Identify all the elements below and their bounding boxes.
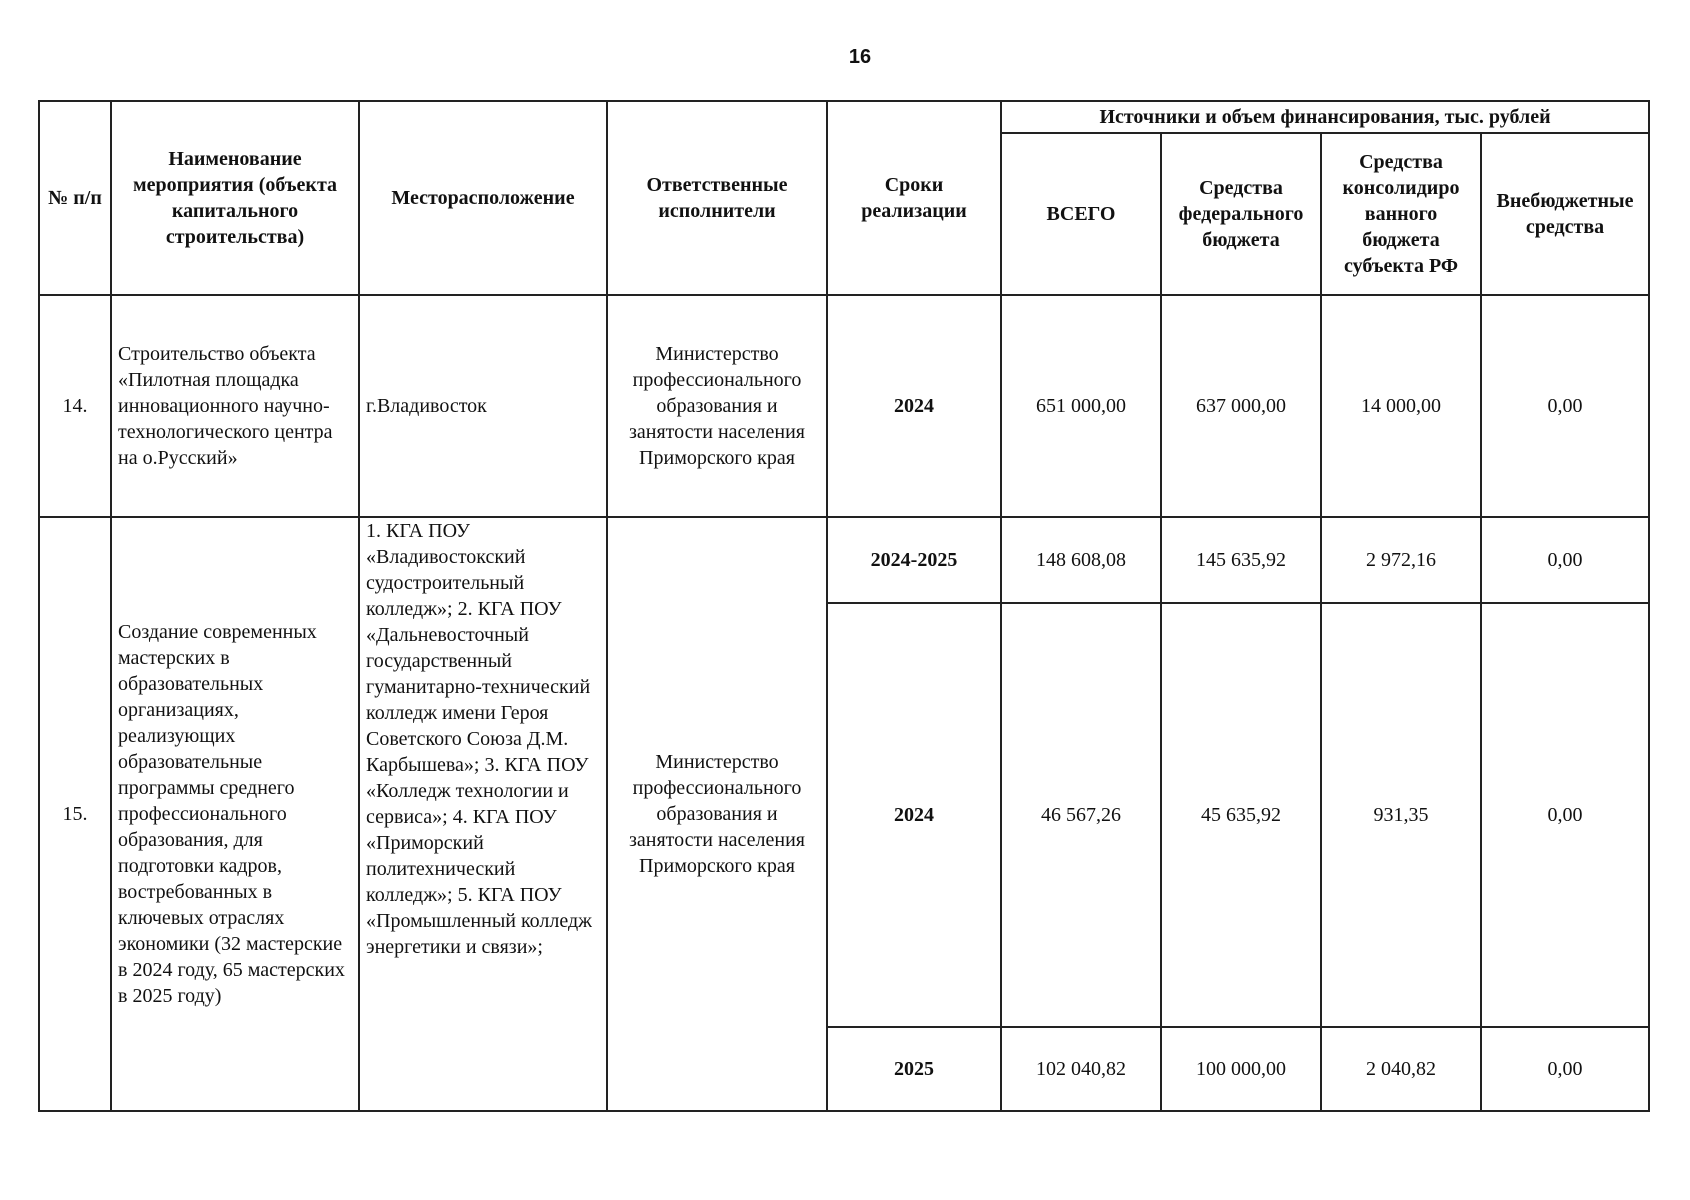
header-financing-group: Источники и объем финансирования, тыс. рублей bbox=[1001, 101, 1649, 133]
header-row-top bbox=[39, 101, 1649, 133]
row-federal: 145 635,92 bbox=[1161, 517, 1321, 603]
header-responsible: Ответственные исполнители bbox=[607, 101, 827, 295]
row-extra: 0,00 bbox=[1481, 295, 1649, 517]
row-num: 15. bbox=[39, 517, 111, 1111]
row-responsible: Министерство профессионального образования и занятости населения Приморского края bbox=[607, 295, 827, 517]
header-federal: Средства федерального бюджета bbox=[1161, 133, 1321, 295]
row-total: 148 608,08 bbox=[1001, 517, 1161, 603]
row-location: 1. КГА ПОУ «Владивостокский судостроительный колледж»; 2. КГА ПОУ «Дальневосточный государственный гуманитарно-технический колледж имени Героя Советского Союза Д.М. Карбышева»; 3. КГА ПОУ «Колледж технологии и сервиса»; 4. КГА ПОУ «Приморский политехнический колледж»; 5. КГА ПОУ «Промышленный колледж энергетики и связи»; bbox=[359, 517, 607, 1111]
header-num: № п/п bbox=[39, 101, 111, 295]
row-num: 14. bbox=[39, 295, 111, 517]
row-location: г.Владивосток bbox=[359, 295, 607, 517]
row-period: 2024 bbox=[827, 603, 1001, 1027]
row-federal: 100 000,00 bbox=[1161, 1027, 1321, 1111]
row-name: Строительство объекта «Пилотная площадка инновационного научно-технологического центра на о.Русский» bbox=[111, 295, 359, 517]
row-regional: 2 040,82 bbox=[1321, 1027, 1481, 1111]
row-regional: 2 972,16 bbox=[1321, 517, 1481, 603]
row-extra: 0,00 bbox=[1481, 603, 1649, 1027]
row-total: 651 000,00 bbox=[1001, 295, 1161, 517]
row-federal: 637 000,00 bbox=[1161, 295, 1321, 517]
row-regional: 14 000,00 bbox=[1321, 295, 1481, 517]
row-extra: 0,00 bbox=[1481, 517, 1649, 603]
header-period: Сроки реализации bbox=[827, 101, 1001, 295]
row-federal: 45 635,92 bbox=[1161, 603, 1321, 1027]
table-row bbox=[39, 295, 1649, 517]
row-extra: 0,00 bbox=[1481, 1027, 1649, 1111]
header-extra: Внебюджетные средства bbox=[1481, 133, 1649, 295]
row-total: 102 040,82 bbox=[1001, 1027, 1161, 1111]
table-row bbox=[39, 517, 1649, 603]
header-regional: Средства консолидиро ванного бюджета субъекта РФ bbox=[1321, 133, 1481, 295]
row-regional: 931,35 bbox=[1321, 603, 1481, 1027]
row-total: 46 567,26 bbox=[1001, 603, 1161, 1027]
financing-table bbox=[38, 100, 1650, 1112]
row-name: Создание современных мастерских в образовательных организациях, реализующих образовательные программы среднего профессионального образования, для подготовки кадров, востребованных в ключевых отраслях экономики (32 мастерские в 2024 году, 65 мастерских в 2025 году) bbox=[111, 517, 359, 1111]
row-period: 2024 bbox=[827, 295, 1001, 517]
row-period: 2025 bbox=[827, 1027, 1001, 1111]
page-number: 16 bbox=[848, 46, 872, 68]
header-name: Наименование мероприятия (объекта капитального строительства) bbox=[111, 101, 359, 295]
row-responsible: Министерство профессионального образования и занятости населения Приморского края bbox=[607, 517, 827, 1111]
header-location: Месторасположение bbox=[359, 101, 607, 295]
header-total: ВСЕГО bbox=[1001, 133, 1161, 295]
row-period: 2024-2025 bbox=[827, 517, 1001, 603]
